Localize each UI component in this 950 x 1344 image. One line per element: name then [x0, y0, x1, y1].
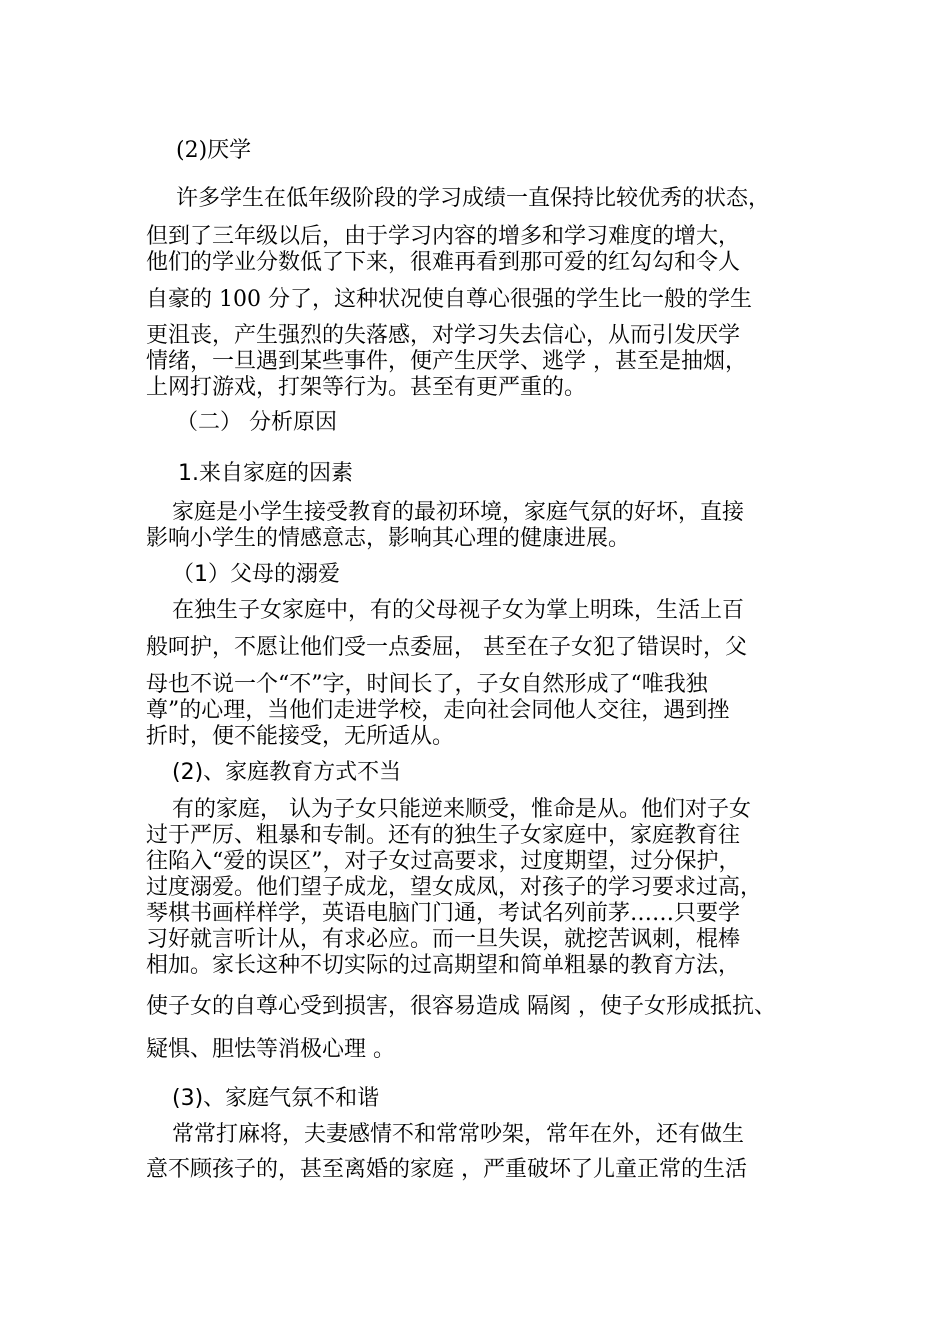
item-heading-atmosphere: (3)、家庭气氛不和谐 [172, 1086, 380, 1111]
paragraph-line: 过度溺爱。他们望子成龙，望女成凤，对孩子的学习要求过高， [146, 875, 763, 900]
paragraph-line: 更沮丧，产生强烈的失落感，对学习失去信心，从而引发厌学 [146, 323, 741, 348]
paragraph-line: 意不顾孩子的，甚至离婚的家庭 ，严重破坏了儿童正常的生活 [146, 1157, 747, 1182]
section-heading-aversion: (2)厌学 [176, 138, 252, 163]
paragraph-line: 疑惧、胆怯等消极心理 。 [146, 1037, 395, 1062]
paragraph-line: 自豪的 100 分了，这种状况使自尊心很强的学生比一般的学生 [146, 287, 752, 312]
paragraph-line: 他们的学业分数低了下来，很难再看到那可爱的红勾勾和令人 [146, 250, 741, 275]
paragraph-line: 习好就言听计从，有求必应。而一旦失误，就挖苦讽刺，棍棒 [146, 927, 741, 952]
item-heading-doting: （1）父母的溺爱 [172, 562, 340, 587]
paragraph-line: 使子女的自尊心受到损害，很容易造成 隔阂 ，使子女形成抵抗、 [146, 994, 776, 1019]
paragraph-line: 有的家庭， 认为子女只能逆来顺受，惟命是从。他们对子女 [172, 797, 751, 822]
paragraph-line: 母也不说一个“不”字，时间长了，子女自然形成了“唯我独 [146, 672, 708, 697]
paragraph-line: 过于严厉、粗暴和专制。还有的独生子女家庭中，家庭教育往 [146, 823, 741, 848]
subsection-heading-family: 1.来自家庭的因素 [178, 461, 353, 486]
paragraph-line: 往陷入“爱的误区”，对子女过高要求，过度期望，过分保护， [146, 849, 741, 874]
paragraph-line: 琴棋书画样样学，英语电脑门门通，考试名列前茅……只要学 [146, 901, 741, 926]
paragraph-line: 情绪，一旦遇到某些事件，便产生厌学、逃学 ，甚至是抽烟， [146, 349, 747, 374]
paragraph-line: 相加。家长这种不切实际的过高期望和简单粗暴的教育方法， [146, 953, 741, 978]
paragraph-line: 尊”的心理，当他们走进学校，走向社会同他人交往，遇到挫 [146, 698, 730, 723]
paragraph-line: 影响小学生的情感意志，影响其心理的健康进展。 [146, 526, 631, 551]
paragraph-line: 但到了三年级以后，由于学习内容的增多和学习难度的增大， [146, 224, 741, 249]
paragraph-line: 上网打游戏，打架等行为。甚至有更严重的。 [146, 375, 587, 400]
paragraph-line: 折时，便不能接受，无所适从。 [146, 724, 455, 749]
paragraph-line: 般呵护，不愿让他们受一点委屈， 甚至在子女犯了错误时，父 [146, 635, 747, 660]
paragraph-line: 许多学生在低年级阶段的学习成绩一直保持比较优秀的状态， [176, 186, 771, 211]
section-heading-analysis: （二） 分析原因 [176, 410, 337, 435]
paragraph-line: 常常打麻将，夫妻感情不和常常吵架，常年在外，还有做生 [172, 1122, 745, 1147]
paragraph-line: 家庭是小学生接受教育的最初环境，家庭气氛的好坏，直接 [172, 500, 745, 525]
paragraph-line: 在独生子女家庭中，有的父母视子女为掌上明珠，生活上百 [172, 598, 745, 623]
item-heading-parenting: (2)、家庭教育方式不当 [172, 760, 402, 785]
